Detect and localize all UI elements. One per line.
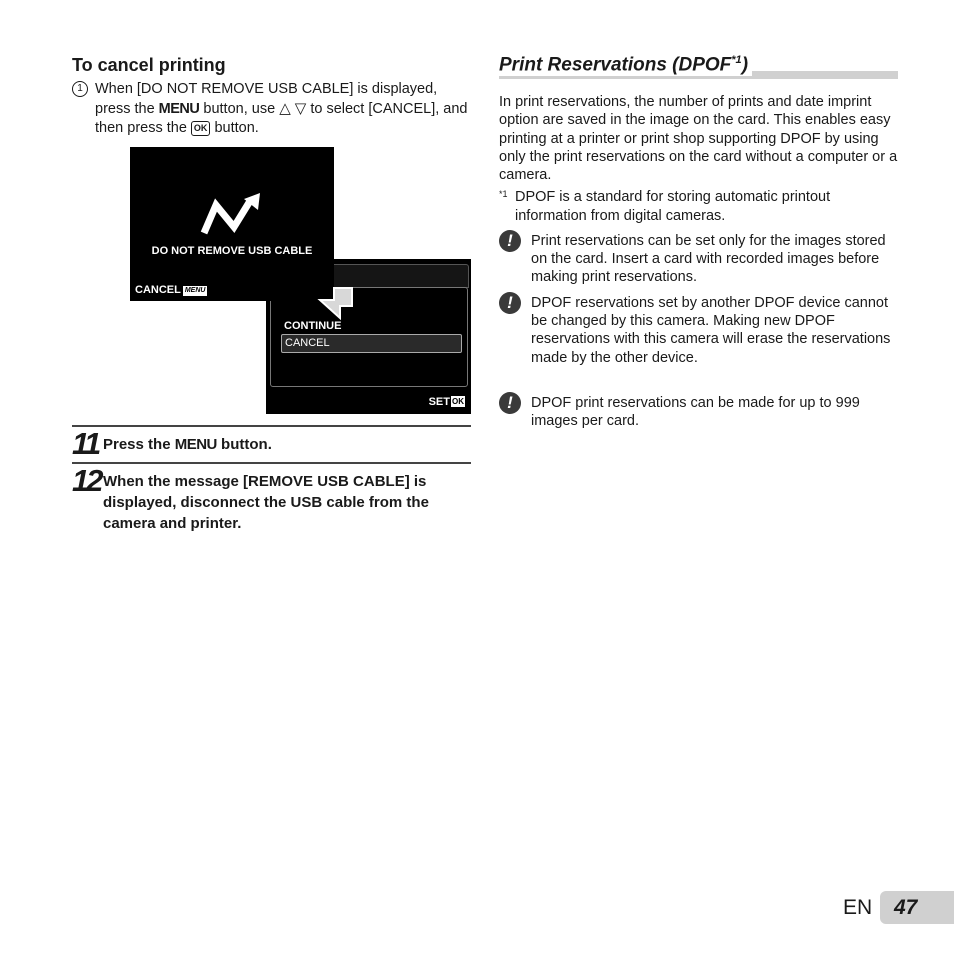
title-text: Print Reservations (DPOF <box>499 54 732 76</box>
step-12-number: 12 <box>72 463 101 498</box>
caution-text: DPOF reservations set by another DPOF device cannot be changed by this camera. Making new DPOF reservations with this camera will erase the reservations made by the other device. <box>531 295 891 366</box>
step-11-text <box>103 434 272 455</box>
step-1-text <box>95 80 472 138</box>
step-1-instruction <box>72 80 472 138</box>
cancel-label: CANCEL <box>135 284 181 296</box>
menu-badge-icon: MENU <box>184 287 206 294</box>
divider-step-12 <box>72 462 471 464</box>
step-1-number: 1 <box>72 81 88 97</box>
footnote <box>499 188 899 225</box>
caution-item <box>499 392 899 430</box>
usb-connection-icon <box>200 193 264 239</box>
step-12-text: When the message [REMOVE USB CABLE] is displayed, disconnect the USB cable from the camera and printer. <box>103 473 429 532</box>
step-11-text-part: Press the <box>103 436 175 453</box>
ok-button-icon: OK <box>191 121 211 136</box>
intro-paragraph: In print reservations, the number of prints and date imprint option are saved in the image on the card. This enables easy printing at a printer or print shop supporting DPOF by using only the print reservations on the card without a computer or a camera. <box>499 94 898 184</box>
caution-icon: ! <box>499 292 521 314</box>
step-1-text-part: button, use <box>199 101 280 117</box>
option-cancel-selected[interactable]: CANCEL <box>281 334 462 353</box>
option-continue[interactable]: CONTINUE <box>284 320 342 332</box>
title-close: ) <box>741 54 749 76</box>
cancel-menu-label <box>135 284 207 296</box>
usb-warning-message: DO NOT REMOVE USB CABLE <box>151 245 313 257</box>
menu-button-label: MENU <box>174 436 217 453</box>
set-ok-label <box>429 396 465 408</box>
menu-button-label: MENU <box>158 101 200 117</box>
language-code: EN <box>843 896 873 919</box>
step-1-text-part: button. <box>210 120 259 136</box>
camera-screen-usb-warning <box>130 147 334 301</box>
arrow-pointer-icon <box>316 286 356 322</box>
caution-item <box>499 292 899 367</box>
step-1-text-part: When [DO NOT REMOVE USB CABLE] is displayed, press the <box>95 81 438 117</box>
caution-item <box>499 230 899 287</box>
footnote-text: DPOF is a standard for storing automatic printout information from digital cameras. <box>515 189 831 224</box>
page-number: 47 <box>894 896 918 919</box>
set-label: SET <box>428 396 450 408</box>
caution-text: Print reservations can be set only for the images stored on the card. Insert a card with recorded images before making print reservations. <box>531 233 886 286</box>
divider-step-11 <box>72 425 471 427</box>
down-arrow-icon: ▽ <box>294 100 307 117</box>
section-heading-cancel-printing: To cancel printing <box>72 55 226 75</box>
caution-icon: ! <box>499 230 521 252</box>
up-arrow-icon: △ <box>279 100 291 117</box>
footnote-mark: *1 <box>499 189 508 199</box>
section-title-print-reservations <box>499 54 752 76</box>
caution-icon: ! <box>499 392 521 414</box>
ok-badge-icon: OK <box>452 397 464 406</box>
title-footnote-mark: *1 <box>731 54 742 66</box>
step-11-number: 11 <box>72 426 99 461</box>
step-11-text-part: button. <box>216 436 272 453</box>
step-1-text-part: to select [CANCEL], and then press the <box>95 101 468 136</box>
caution-text: DPOF print reservations can be made for up to 999 images per card. <box>531 395 860 430</box>
